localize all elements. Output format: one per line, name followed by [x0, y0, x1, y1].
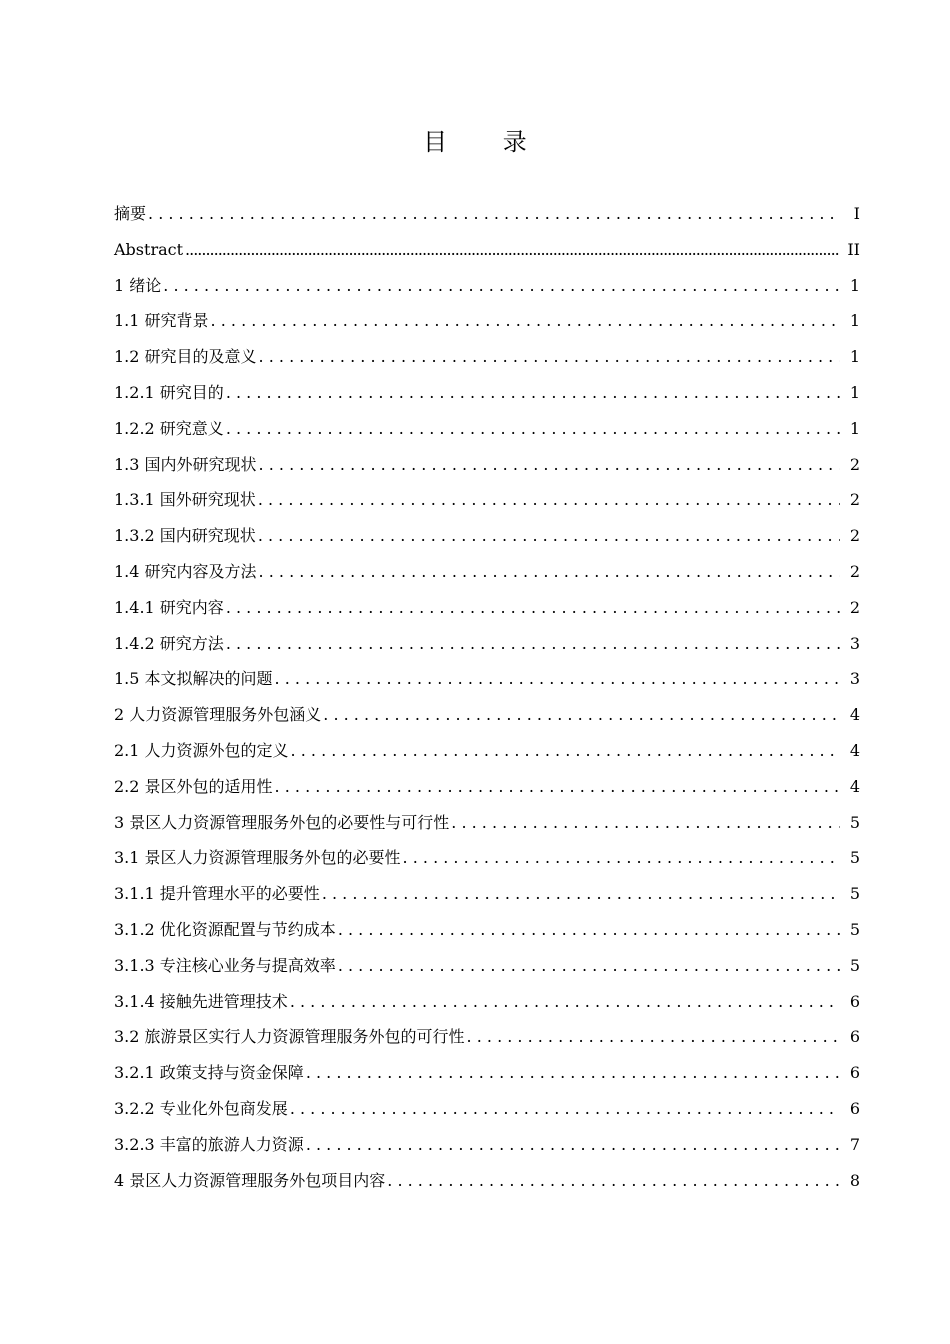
toc-entry-label: 1.4.2 研究方法 — [114, 633, 224, 653]
toc-entry[interactable] — [114, 554, 860, 590]
toc-entry-label: 1.2.1 研究目的 — [114, 382, 224, 402]
toc-entry-page: 4 — [849, 740, 860, 760]
toc-entry[interactable] — [114, 769, 860, 805]
toc-entry[interactable] — [114, 912, 860, 948]
toc-entry-label: 1.4.1 研究内容 — [114, 597, 224, 617]
toc-entry-label: 1.5 本文拟解决的问题 — [114, 669, 273, 689]
toc-dot-leader — [387, 1163, 840, 1199]
toc-entry[interactable] — [114, 661, 860, 697]
toc-entry[interactable] — [114, 268, 860, 304]
toc-entry-page: 4 — [849, 705, 860, 725]
toc-dot-leader — [259, 554, 840, 590]
toc-entry[interactable] — [114, 876, 860, 912]
toc-dot-leader — [275, 769, 840, 805]
toc-entry-label: 1.2 研究目的及意义 — [114, 347, 257, 367]
toc-entry[interactable] — [114, 411, 860, 447]
toc-entry[interactable] — [114, 697, 860, 733]
toc-entry-page: 1 — [849, 311, 860, 331]
toc-entry[interactable] — [114, 1127, 860, 1163]
toc-entry[interactable] — [114, 805, 860, 841]
toc-entry-page: 8 — [849, 1170, 860, 1190]
toc-entry-page: 5 — [849, 812, 860, 832]
toc-entry[interactable] — [114, 232, 860, 268]
toc-dot-leader — [185, 232, 839, 268]
toc-entry-label: 3.1.4 接触先进管理技术 — [114, 991, 288, 1011]
toc-entry[interactable] — [114, 1019, 860, 1055]
toc-dot-leader — [258, 482, 840, 518]
toc-entry-label: 1 绪论 — [114, 275, 162, 295]
toc-entry[interactable] — [114, 303, 860, 339]
toc-entry-page: 5 — [849, 955, 860, 975]
toc-entry[interactable] — [114, 840, 860, 876]
toc-entry-page: 5 — [849, 919, 860, 939]
toc-entry-page: 6 — [849, 1098, 860, 1118]
toc-entry[interactable] — [114, 196, 860, 232]
toc-entry-page: 2 — [849, 597, 860, 617]
toc-dot-leader — [306, 1127, 840, 1163]
toc-entry-label: 1.3.1 国外研究现状 — [114, 490, 256, 510]
toc-entry-page: 2 — [849, 490, 860, 510]
toc-entry-label: 1.4 研究内容及方法 — [114, 561, 257, 581]
toc-entry-page: 6 — [849, 1063, 860, 1083]
toc-entry-label: 4 景区人力资源管理服务外包项目内容 — [114, 1170, 386, 1190]
toc-dot-leader — [291, 733, 840, 769]
toc-entry-page: 6 — [849, 1027, 860, 1047]
toc-dot-leader — [258, 518, 840, 554]
toc-dot-leader — [259, 339, 840, 375]
toc-entry-label: 摘要 — [114, 204, 147, 223]
toc-entry[interactable] — [114, 447, 860, 483]
toc-entry-page: 2 — [849, 561, 860, 581]
toc-entry-label: 2.1 人力资源外包的定义 — [114, 740, 289, 760]
toc-entry-label: 3.2.2 专业化外包商发展 — [114, 1098, 288, 1118]
toc-entry-label: 2 人力资源管理服务外包涵义 — [114, 705, 322, 725]
toc-dot-leader — [163, 268, 840, 304]
table-of-contents — [114, 196, 860, 1198]
toc-entry-label: Abstract — [114, 239, 184, 259]
toc-entry-page: 1 — [849, 275, 860, 295]
toc-entry-label: 3.1.3 专注核心业务与提高效率 — [114, 955, 336, 975]
toc-entry[interactable] — [114, 590, 860, 626]
toc-entry-page: 3 — [849, 633, 860, 653]
toc-dot-leader — [467, 1019, 840, 1055]
toc-entry-label: 3.1.1 提升管理水平的必要性 — [114, 884, 320, 904]
toc-entry-page: 4 — [849, 776, 860, 796]
toc-dot-leader — [226, 626, 840, 662]
toc-entry-page: 1 — [849, 382, 860, 402]
toc-dot-leader — [226, 375, 840, 411]
toc-entry[interactable] — [114, 375, 860, 411]
toc-dot-leader — [306, 1055, 840, 1091]
toc-entry[interactable] — [114, 482, 860, 518]
toc-dot-leader — [259, 447, 840, 483]
toc-entry-label: 3 景区人力资源管理服务外包的必要性与可行性 — [114, 812, 450, 832]
toc-entry-page: 2 — [849, 454, 860, 474]
toc-dot-leader — [148, 196, 840, 232]
toc-dot-leader — [290, 1091, 840, 1127]
toc-entry-label: 1.3.2 国内研究现状 — [114, 526, 256, 546]
toc-entry[interactable] — [114, 626, 860, 662]
toc-entry-label: 3.1 景区人力资源管理服务外包的必要性 — [114, 848, 401, 868]
toc-entry[interactable] — [114, 1091, 860, 1127]
toc-dot-leader — [322, 876, 840, 912]
toc-dot-leader — [226, 590, 840, 626]
toc-entry-label: 3.2 旅游景区实行人力资源管理服务外包的可行性 — [114, 1027, 465, 1047]
toc-entry[interactable] — [114, 984, 860, 1020]
toc-entry-label: 3.2.1 政策支持与资金保障 — [114, 1063, 304, 1083]
toc-entry[interactable] — [114, 733, 860, 769]
toc-entry[interactable] — [114, 339, 860, 375]
toc-entry-label: 1.1 研究背景 — [114, 311, 209, 331]
toc-dot-leader — [226, 411, 840, 447]
toc-entry-page: 1 — [849, 347, 860, 367]
toc-entry[interactable] — [114, 1055, 860, 1091]
toc-entry-page: 2 — [849, 526, 860, 546]
toc-dot-leader — [403, 840, 840, 876]
toc-entry-label: 3.2.3 丰富的旅游人力资源 — [114, 1134, 304, 1154]
toc-entry-page: 5 — [849, 848, 860, 868]
toc-entry-label: 3.1.2 优化资源配置与节约成本 — [114, 919, 336, 939]
toc-entry-label: 2.2 景区外包的适用性 — [114, 776, 273, 796]
toc-entry-page: 1 — [849, 418, 860, 438]
toc-dot-leader — [451, 805, 840, 841]
toc-title: 目 录 — [423, 128, 551, 156]
toc-entry-page: I — [853, 204, 860, 223]
toc-dot-leader — [290, 984, 840, 1020]
toc-entry-page: 7 — [849, 1134, 860, 1154]
toc-entry-page: II — [847, 239, 860, 259]
toc-entry[interactable] — [114, 1163, 860, 1199]
toc-entry-label: 1.3 国内外研究现状 — [114, 454, 257, 474]
toc-dot-leader — [323, 697, 840, 733]
toc-entry[interactable] — [114, 518, 860, 554]
toc-entry-page: 6 — [849, 991, 860, 1011]
toc-entry-label: 1.2.2 研究意义 — [114, 418, 224, 438]
toc-entry[interactable] — [114, 948, 860, 984]
toc-entry-page: 3 — [849, 669, 860, 689]
toc-entry-page: 5 — [849, 884, 860, 904]
toc-dot-leader — [275, 661, 840, 697]
toc-dot-leader — [338, 948, 840, 984]
toc-dot-leader — [211, 303, 840, 339]
toc-dot-leader — [338, 912, 840, 948]
